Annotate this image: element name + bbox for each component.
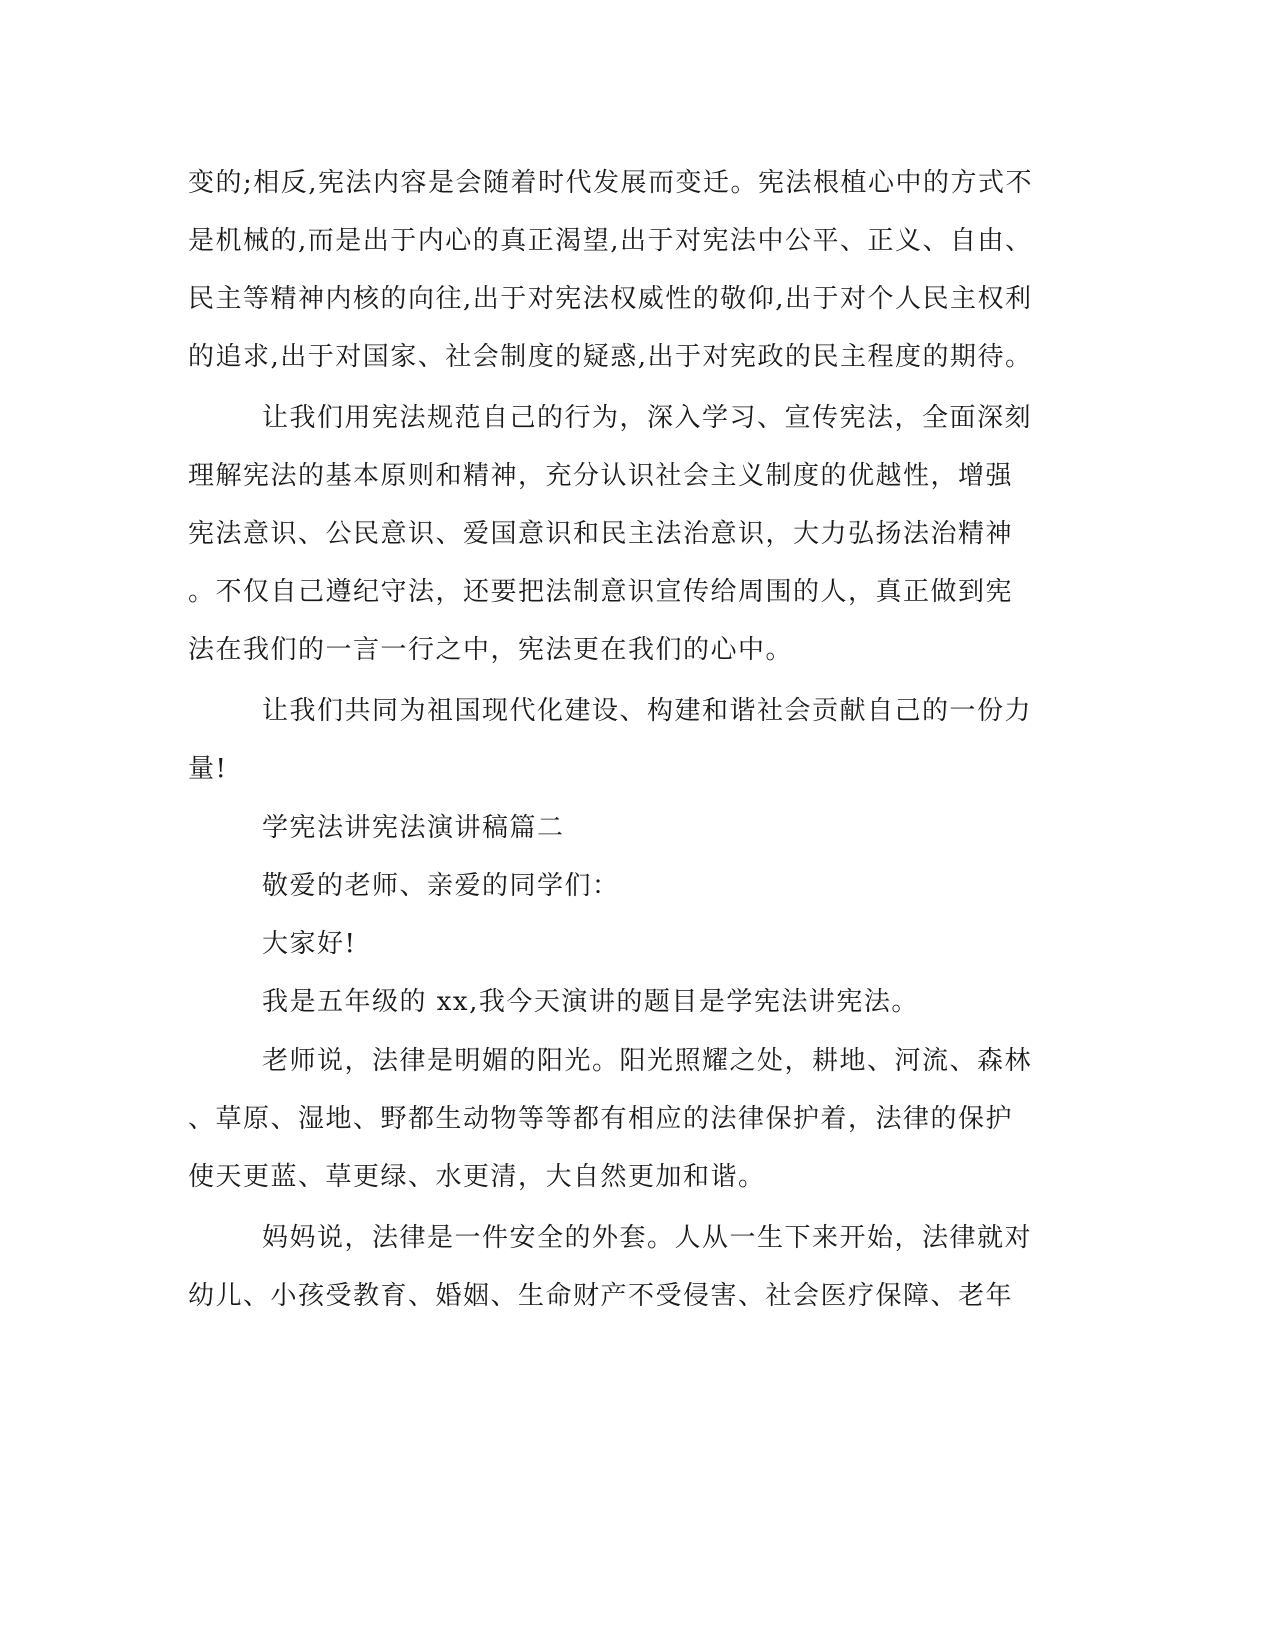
paragraph-first-line: 让我们用宪法规范自己的行为，深入学习、宣传宪法，全面深刻	[262, 403, 1033, 433]
text-line: 民主等精神内核的向往,出于对宪法权威性的敬仰,出于对个人民主权利	[188, 284, 1033, 314]
paragraph-first-line: 老师说，法律是明媚的阳光。阳光照耀之处，耕地、河流、森林	[262, 1046, 1033, 1076]
text-line: 使天更蓝、草更绿、水更清，大自然更加和谐。	[188, 1162, 766, 1192]
text-line: 。不仅自己遵纪守法，还要把法制意识宣传给周围的人，真正做到宪	[188, 577, 1014, 607]
paragraph-first-line: 让我们共同为祖国现代化建设、构建和谐社会贡献自己的一份力	[262, 696, 1033, 726]
paragraph-first-line: 我是五年级的 xx,我今天演讲的题目是学宪法讲宪法。	[262, 987, 919, 1017]
text-line: 幼儿、小孩受教育、婚姻、生命财产不受侵害、社会医疗保障、老年	[188, 1281, 1014, 1311]
salutation: 敬爱的老师、亲爱的同学们：	[262, 871, 620, 901]
text-line: 、草原、湿地、野都生动物等等都有相应的法律保护着，法律的保护	[188, 1104, 1014, 1134]
text-line: 宪法意识、公民意识、爱国意识和民主法治意识，大力弘扬法治精神	[188, 519, 1014, 549]
greeting: 大家好!	[262, 929, 357, 959]
text-line: 理解宪法的基本原则和精神，充分认识社会主义制度的优越性，增强	[188, 461, 1014, 491]
paragraph-first-line: 妈妈说，法律是一件安全的外套。人从一生下来开始，法律就对	[262, 1223, 1033, 1253]
text-line: 变的;相反,宪法内容是会随着时代发展而变迁。宪法根植心中的方式不	[188, 168, 1034, 198]
section-heading: 学宪法讲宪法演讲稿篇二	[262, 813, 565, 843]
text-line: 量!	[188, 754, 228, 784]
text-line: 的追求,出于对国家、社会制度的疑惑,出于对宪政的民主程度的期待。	[188, 342, 1033, 372]
text-line: 是机械的,而是出于内心的真正渴望,出于对宪法中公平、正义、自由、	[188, 226, 1033, 256]
text-line: 法在我们的一言一行之中，宪法更在我们的心中。	[188, 635, 794, 665]
